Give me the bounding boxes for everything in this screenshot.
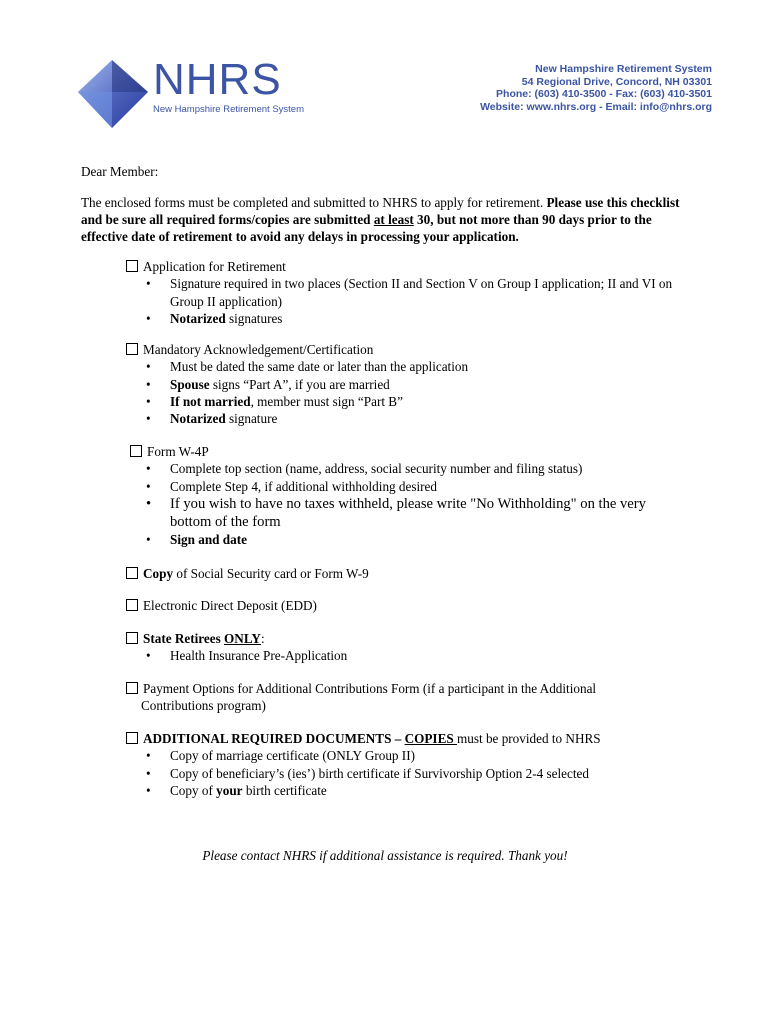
diamond-logo-icon [78,58,150,130]
checkbox-mandatory[interactable] [126,343,138,355]
list-item: • Must be dated the same date or later than the application [126,358,696,375]
intro-paragraph [81,194,701,245]
intro-at-least: at least [373,212,414,227]
payment-title: Payment Options for Additional Contributions Form (if a participant in the Additional [143,681,597,696]
logo-subtitle: New Hampshire Retirement System [153,104,304,115]
list-item: • Spouse signs “Part A”, if you are married [126,376,696,393]
list-item: • Copy of marriage certificate (ONLY Group II) [126,747,696,764]
edd-title: Electronic Direct Deposit (EDD) [143,598,317,613]
contact-phone-fax: Phone: (603) 410-3500 - Fax: (603) 410-3501 [496,88,712,100]
checklist-additional-documents: ADDITIONAL REQUIRED DOCUMENTS – COPIES must be provided to NHRS • Copy of marriage certificate (ONLY Group II) • Copy of beneficiary’s (ies’) birth certificate if Survivorship Option 2-4 selected • Copy of your birth certificate [126,730,696,799]
list-item: • Signature required in two places (Section II and Section V on Group I application; II and VI on Group II application) [126,275,696,310]
checkbox-payment-options[interactable] [126,682,138,694]
list-item: • Copy of your birth certificate [126,782,696,799]
nhrs-logo [78,55,304,130]
list-item: • Health Insurance Pre-Application [126,647,696,664]
closing-note: Please contact NHRS if additional assistance is required. Thank you! [202,848,568,863]
checklist-w4p [130,443,700,548]
checklist-application [126,258,696,327]
checkbox-copy-ssn[interactable] [126,567,138,579]
checkbox-application[interactable] [126,260,138,272]
application-title: Application for Retirement [143,259,286,274]
logo-wordmark: NHRS [153,55,282,104]
mandatory-title: Mandatory Acknowledgement/Certification [143,342,374,357]
checklist-mandatory [126,341,696,427]
checklist-edd [126,597,696,614]
checklist-state-retirees: State Retirees ONLY: • Health Insurance Pre-Application [126,630,696,665]
checkbox-state-retirees[interactable] [126,632,138,644]
contact-web-email: Website: www.nhrs.org - Email: info@nhrs.org [480,100,712,113]
checkbox-additional-documents[interactable] [126,732,138,744]
list-item: • Sign and date [126,531,700,548]
list-item: • If not married, member must sign “Part B” [126,393,696,410]
contact-org: New Hampshire Retirement System [535,63,712,75]
intro-bold-end: 30, but not more than 90 days prior to the effective date of retirement to avoid any delays in processing your application. [81,212,652,244]
salutation: Dear Member: [81,164,159,179]
list-item: • Notarized signature [126,410,696,427]
intro-bold: Please use this checklist and be sure all required forms/copies are submitted [81,195,680,227]
list-item: • Notarized signatures [126,310,696,327]
payment-title-cont: Contributions program) [141,698,266,714]
list-item: • Copy of beneficiary’s (ies’) birth certificate if Survivorship Option 2-4 selected [126,765,696,782]
checklist-copy-ssn: Copy of Social Security card or Form W-9 [126,565,696,582]
contact-address: 54 Regional Drive, Concord, NH 03301 [521,75,712,88]
w4p-title: Form W-4P [147,444,209,459]
checkbox-edd[interactable] [126,599,138,611]
intro-plain: The enclosed forms must be completed and submitted to NHRS to apply for retirement. [81,195,547,210]
checkbox-w4p[interactable] [130,445,142,457]
contact-block [480,63,712,113]
list-item: • Complete top section (name, address, social security number and filing status) [126,460,700,477]
checklist-payment-options [126,680,696,715]
list-item: • If you wish to have no taxes withheld, please write "No Withholding" on the very bottom of the form [126,495,700,531]
list-item: • Complete Step 4, if additional withholding desired [126,478,700,495]
